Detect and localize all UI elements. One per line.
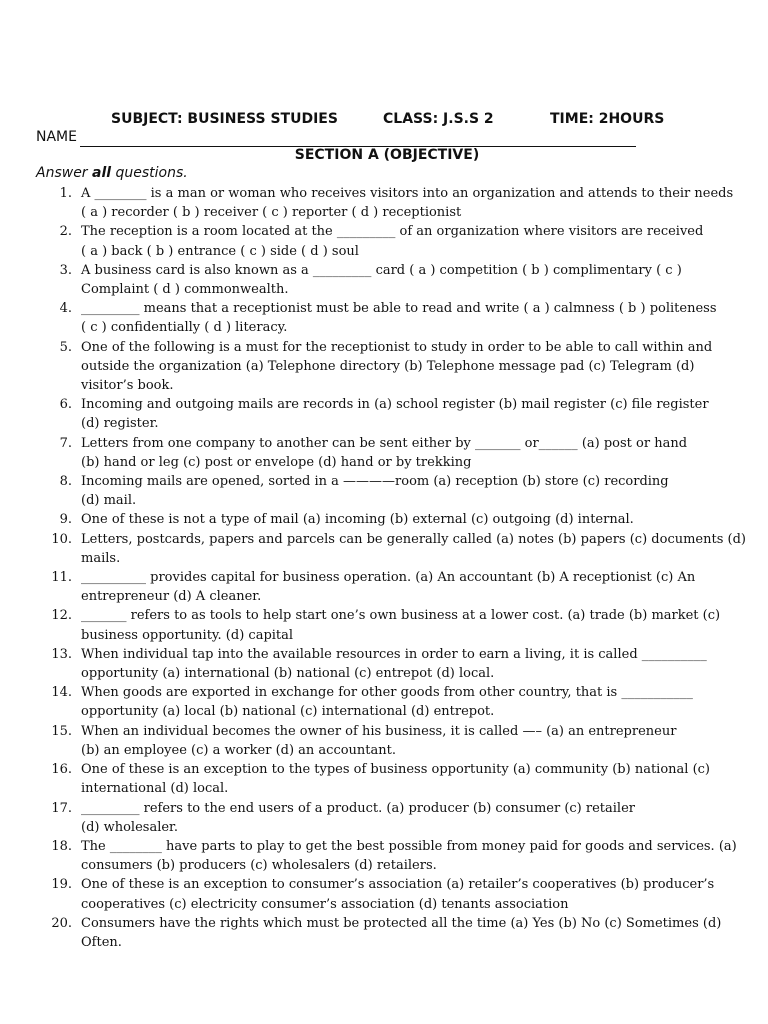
- question-text-line: When individual tap into the available resources in order to earn a living, it is called __________: [81, 646, 707, 662]
- question-number: 2.: [59, 224, 72, 240]
- question-text-line: (d) register.: [81, 416, 159, 432]
- question-item: [0, 184, 741, 222]
- question-text-line: _______ refers to as tools to help start one’s own business at a lower cost. (a) trade (b) market (c): [81, 608, 721, 624]
- question-item: [0, 261, 741, 299]
- question-text-line: Complaint ( d ) commonwealth.: [81, 282, 289, 298]
- section-title: SECTION A (OBJECTIVE): [294, 147, 480, 163]
- question-number: 10.: [51, 531, 72, 547]
- question-item: [0, 395, 741, 433]
- question-number: 9.: [59, 512, 72, 528]
- question-number: 11.: [51, 570, 72, 586]
- question-text-line: (d) wholesaler.: [81, 819, 178, 835]
- question-text-line: opportunity (a) local (b) national (c) international (d) entrepot.: [81, 704, 495, 720]
- question-text-line: mails.: [81, 550, 121, 566]
- question-text-line: __________ provides capital for business operation. (a) An accountant (b) A receptionist (c) An: [81, 570, 696, 586]
- question-text-line: When goods are exported in exchange for other goods from other country, that is ___________: [81, 685, 693, 701]
- question-number: 13.: [51, 646, 72, 662]
- question-text-line: _________ means that a receptionist must be able to read and write ( a ) calmness ( b ) politeness: [81, 301, 717, 317]
- question-text-line: The reception is a room located at the _________ of an organization where visitors are received: [81, 224, 704, 240]
- question-text-line: consumers (b) producers (c) wholesalers (d) retailers.: [81, 858, 437, 874]
- question-number: 1.: [59, 186, 72, 201]
- question-text-line: Incoming mails are opened, sorted in a ————room (a) reception (b) store (c) recording: [81, 474, 669, 490]
- question-number: 4.: [59, 301, 72, 317]
- question-number: 17.: [51, 800, 72, 816]
- question-text-line: Incoming and outgoing mails are records in (a) school register (b) mail register (c) file register: [81, 397, 709, 413]
- question-list: [0, 184, 768, 952]
- question-text-line: outside the organization (a) Telephone directory (b) Telephone message pad (c) Telegram (d): [81, 358, 695, 374]
- question-item: [0, 722, 741, 760]
- question-item: [0, 222, 741, 260]
- question-number: 3.: [59, 262, 72, 278]
- question-item: [0, 472, 741, 510]
- instruction: Answer all questions.: [36, 165, 188, 181]
- question-item: [0, 510, 741, 529]
- question-number: 16.: [51, 762, 72, 778]
- question-text-line: _________ refers to the end users of a product. (a) producer (b) consumer (c) retailer: [81, 800, 635, 816]
- question-text-line: One of these is an exception to consumer’s association (a) retailer’s cooperatives (b) producer’s: [81, 877, 715, 893]
- question-number: 14.: [51, 685, 72, 701]
- question-number: 19.: [51, 877, 72, 893]
- question-item: [0, 568, 741, 606]
- time-label: TIME: 2HOURS: [550, 111, 665, 127]
- question-text-line: visitor’s book.: [81, 378, 174, 394]
- question-text-line: international (d) local.: [81, 781, 229, 797]
- question-item: [0, 760, 741, 798]
- question-text-line: (d) mail.: [81, 493, 137, 509]
- question-number: 15.: [51, 723, 72, 739]
- question-text-line: cooperatives (c) electricity consumer’s association (d) tenants association: [81, 896, 569, 912]
- question-text-line: Letters, postcards, papers and parcels can be generally called (a) notes (b) papers (c) documents (d): [81, 531, 746, 547]
- question-number: 12.: [51, 608, 72, 624]
- subject-label: SUBJECT: BUSINESS STUDIES: [111, 111, 338, 127]
- question-text-line: One of these is not a type of mail (a) incoming (b) external (c) outgoing (d) internal.: [81, 512, 634, 528]
- question-item: [0, 799, 741, 837]
- question-item: [0, 875, 741, 913]
- class-label: CLASS: J.S.S 2: [383, 111, 494, 127]
- question-text-line: ( a ) recorder ( b ) receiver ( c ) reporter ( d ) receptionist: [81, 205, 462, 221]
- question-text-line: business opportunity. (d) capital: [81, 627, 294, 643]
- question-text-line: entrepreneur (d) A cleaner.: [81, 589, 262, 605]
- question-number: 20.: [51, 915, 72, 931]
- question-text-line: The ________ have parts to play to get the best possible from money paid for goods and services. (a): [81, 838, 737, 854]
- question-text-line: (b) an employee (c) a worker (d) an accountant.: [81, 742, 397, 758]
- question-number: 18.: [51, 838, 72, 854]
- name-field-label: NAME: [36, 129, 77, 145]
- question-number: 6.: [59, 397, 72, 413]
- question-text-line: One of these is an exception to the types of business opportunity (a) community (b) national (c): [81, 762, 710, 778]
- question-number: 7.: [59, 435, 72, 451]
- question-number: 5.: [59, 339, 72, 355]
- question-text-line: A ________ is a man or woman who receives visitors into an organization and attends to their needs: [81, 186, 734, 201]
- question-text-line: ( a ) back ( b ) entrance ( c ) side ( d ) soul: [81, 243, 359, 259]
- question-item: [0, 837, 741, 875]
- question-item: [0, 299, 741, 337]
- question-item: [0, 530, 746, 568]
- question-text-line: ( c ) confidentially ( d ) literacy.: [81, 320, 288, 336]
- question-text-line: Consumers have the rights which must be protected all the time (a) Yes (b) No (c) Sometimes (d): [81, 915, 722, 931]
- question-item: [0, 338, 741, 396]
- question-item: [0, 645, 741, 683]
- question-item: [0, 606, 741, 644]
- question-text-line: A business card is also known as a _________ card ( a ) competition ( b ) complimentary ( c ): [81, 262, 682, 278]
- question-item: [0, 434, 741, 472]
- question-text-line: Letters from one company to another can be sent either by _______ or______ (a) post or hand: [81, 435, 688, 451]
- question-text-line: One of the following is a must for the receptionist to study in order to be able to call within and: [81, 339, 713, 355]
- question-text-line: Often.: [81, 934, 122, 950]
- question-item: [0, 914, 741, 952]
- question-number: 8.: [59, 474, 72, 490]
- question-text-line: (b) hand or leg (c) post or envelope (d) hand or by trekking: [81, 454, 472, 470]
- question-text-line: When an individual becomes the owner of his business, it is called —– (a) an entrepreneur: [81, 723, 677, 739]
- question-item: [0, 683, 741, 721]
- question-text-line: opportunity (a) international (b) national (c) entrepot (d) local.: [81, 666, 495, 682]
